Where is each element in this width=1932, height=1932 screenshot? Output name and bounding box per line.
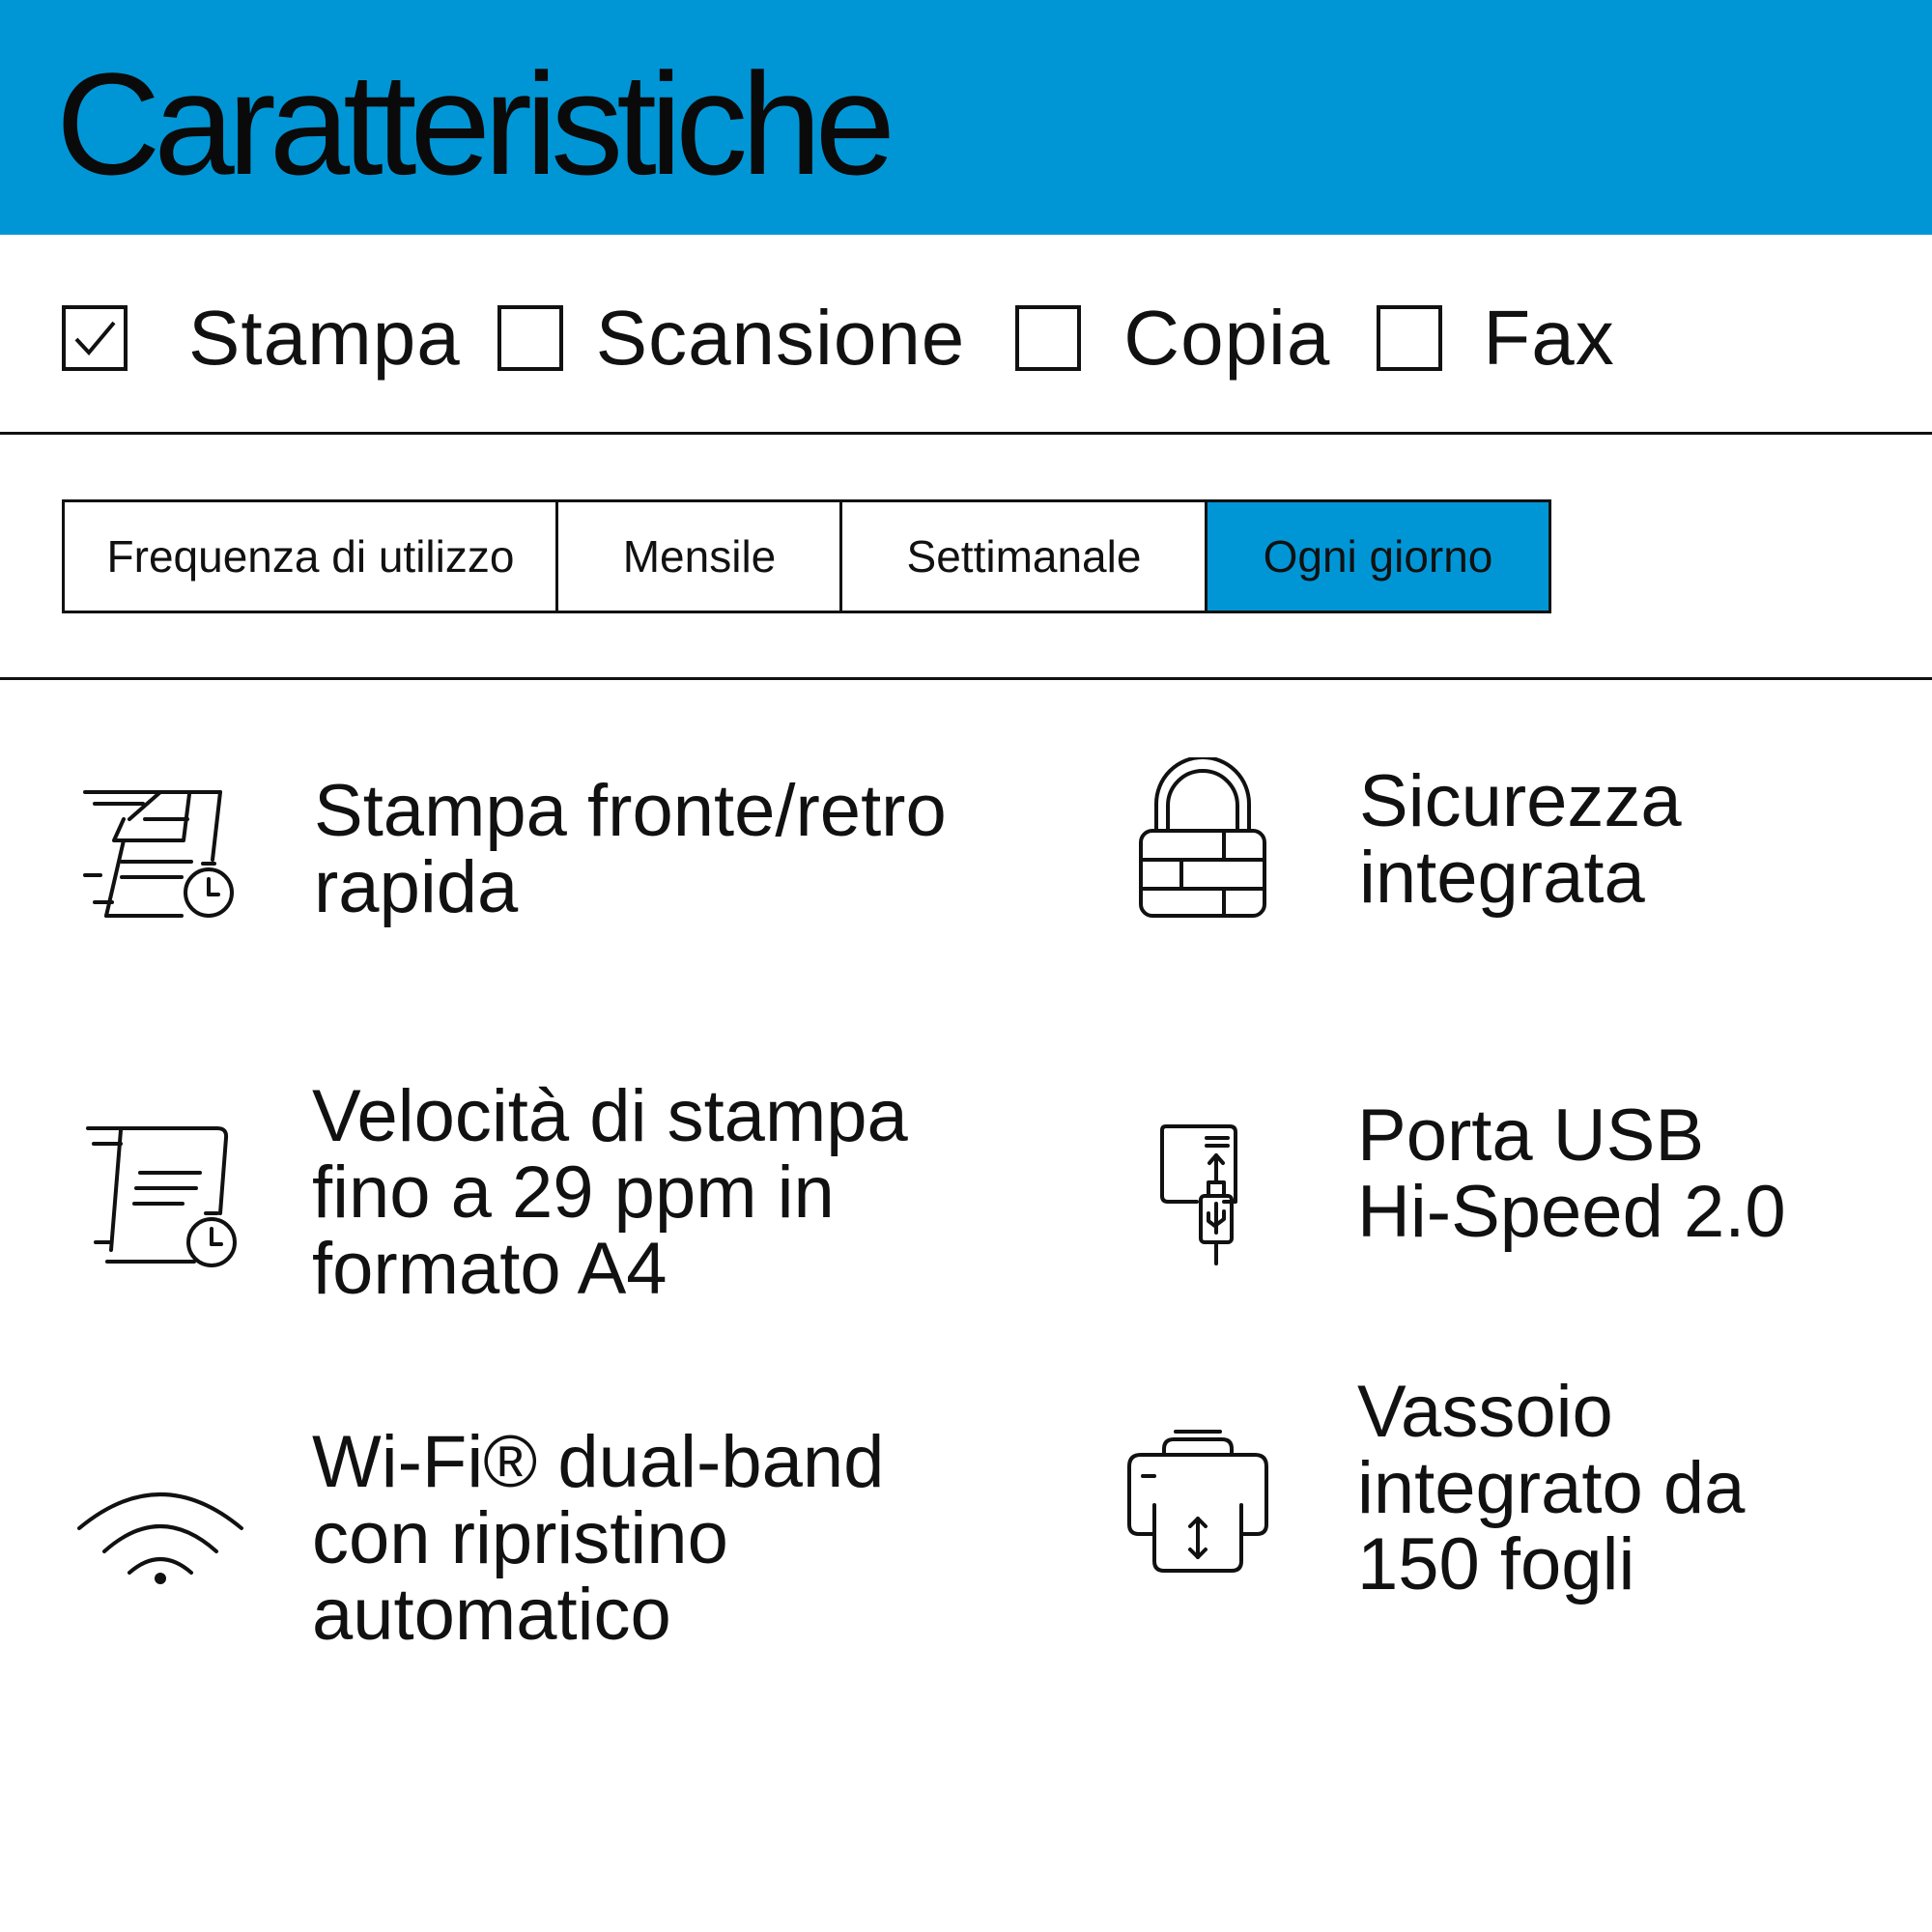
function-label: Copia: [1123, 295, 1331, 381]
feature-wifi-text: Wi-Fi® dual-band con ripristino automatico: [312, 1421, 885, 1656]
check-icon: [68, 311, 122, 365]
usage-option-settimanale[interactable]: Settimanale: [839, 499, 1206, 613]
usb-port-icon: [1154, 1121, 1251, 1275]
feature-speed-text: Velocità di stampa fino a 29 ppm in formato A4: [312, 1075, 908, 1310]
duplex-print-timer-icon: [75, 781, 242, 925]
function-stampa[interactable]: [62, 290, 461, 386]
wifi-icon: [75, 1486, 245, 1588]
function-copia[interactable]: [1015, 290, 1330, 386]
usage-frequency-label: Frequenza di utilizzo: [62, 499, 556, 613]
feature-tray-text: Vassoio integrato da 150 fogli: [1357, 1371, 1746, 1605]
feature-security-text: Sicurezza integrata: [1359, 760, 1682, 919]
function-scansione[interactable]: [497, 290, 966, 386]
printer-tray-icon: [1125, 1426, 1270, 1577]
feature-duplex-text: Stampa fronte/retro rapida: [314, 770, 947, 928]
checkbox-unchecked[interactable]: [1015, 305, 1081, 371]
usage-option-mensile[interactable]: Mensile: [555, 499, 840, 613]
function-label: Scansione: [595, 295, 966, 381]
function-label: Fax: [1483, 295, 1615, 381]
print-speed-timer-icon: [82, 1121, 246, 1275]
checkbox-checked[interactable]: [62, 305, 128, 371]
function-checklist: [62, 290, 1615, 386]
function-fax[interactable]: [1377, 290, 1614, 386]
feature-usb-text: Porta USB Hi-Speed 2.0: [1357, 1094, 1786, 1253]
usage-option-ogni-giorno-selected[interactable]: Ogni giorno: [1205, 499, 1551, 613]
checkbox-unchecked[interactable]: [497, 305, 563, 371]
checkbox-unchecked[interactable]: [1377, 305, 1442, 371]
padlock-brick-icon: [1135, 757, 1270, 922]
divider: [0, 432, 1932, 435]
page-title: Caratteristiche: [56, 43, 890, 205]
function-label: Stampa: [188, 295, 461, 381]
divider: [0, 677, 1932, 680]
